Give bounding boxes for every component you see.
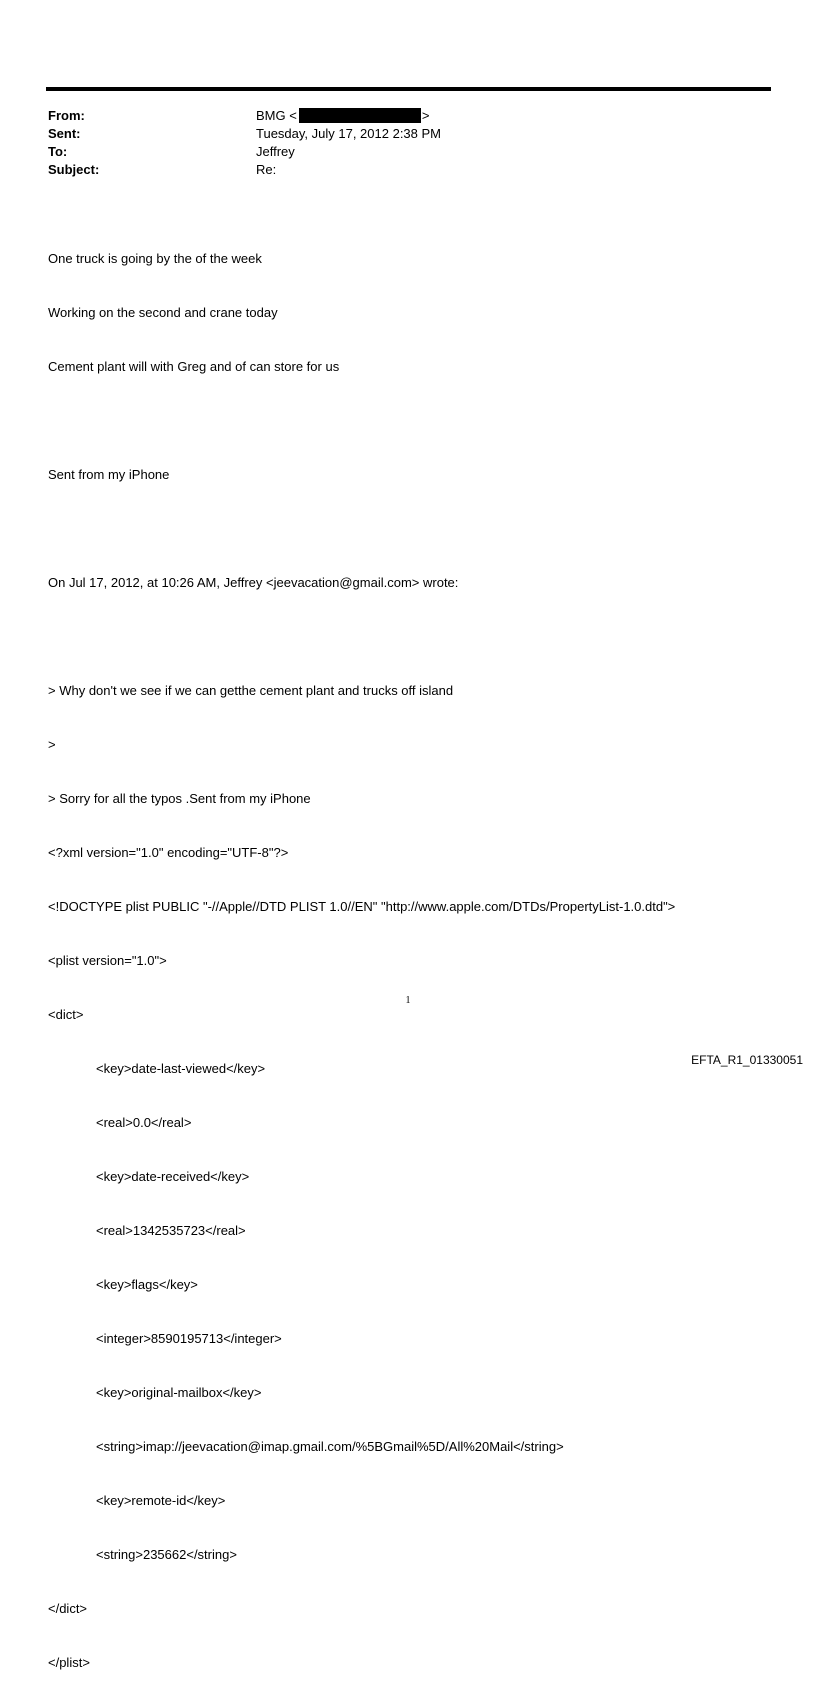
signature-line: Sent from my iPhone bbox=[48, 467, 170, 482]
plist-dict-line: <key>date-last-viewed</key> bbox=[96, 1061, 266, 1076]
quoted-line: > bbox=[48, 737, 56, 752]
plist-dict-line: <key>date-received</key> bbox=[96, 1169, 250, 1184]
spacer bbox=[48, 628, 675, 646]
email-body bbox=[48, 214, 675, 1690]
quoted-line: > Why don't we see if we can getthe cement plant and trucks off island bbox=[48, 683, 454, 698]
subject-value: Re: bbox=[256, 162, 277, 177]
plist-line: <?xml version="1.0" encoding="UTF-8"?> bbox=[48, 845, 289, 860]
quoted-line: > Sorry for all the typos .Sent from my iPhone bbox=[48, 791, 311, 806]
document-id: EFTA_R1_01330051 bbox=[691, 1053, 803, 1067]
plist-dict-line: <integer>8590195713</integer> bbox=[96, 1331, 282, 1346]
from-row bbox=[48, 107, 441, 125]
plist-end-line: </dict> bbox=[48, 1601, 88, 1616]
spacer bbox=[48, 520, 675, 538]
sent-value: Tuesday, July 17, 2012 2:38 PM bbox=[256, 126, 441, 141]
plist-dict-line: <key>flags</key> bbox=[96, 1277, 198, 1292]
plist-line: <plist version="1.0"> bbox=[48, 953, 167, 968]
from-label: From: bbox=[48, 108, 85, 123]
to-value: Jeffrey bbox=[256, 144, 295, 159]
plist-line: <dict> bbox=[48, 1007, 84, 1022]
from-value bbox=[256, 107, 429, 125]
plist-end-line: </plist> bbox=[48, 1655, 90, 1670]
sent-row bbox=[48, 125, 441, 143]
plist-dict-line: <real>0.0</real> bbox=[96, 1115, 192, 1130]
to-label: To: bbox=[48, 144, 68, 159]
subject-label: Subject: bbox=[48, 162, 100, 177]
plist-dict-line: <string>imap://jeevacation@imap.gmail.com/%5BGmail%5D/All%20Mail</string> bbox=[96, 1439, 564, 1454]
from-value-suffix: > bbox=[421, 108, 430, 123]
page-number: 1 bbox=[405, 995, 411, 1006]
spacer bbox=[48, 412, 675, 430]
redaction-box bbox=[299, 108, 421, 123]
reply-line: Working on the second and crane today bbox=[48, 305, 278, 320]
sent-label: Sent: bbox=[48, 126, 81, 141]
quote-intro: On Jul 17, 2012, at 10:26 AM, Jeffrey <jeevacation@gmail.com> wrote: bbox=[48, 575, 459, 590]
plist-dict-line: <real>1342535723</real> bbox=[96, 1223, 246, 1238]
header-divider bbox=[46, 87, 771, 91]
plist-dict-line: <key>original-mailbox</key> bbox=[96, 1385, 262, 1400]
plist-dict-line: <key>remote-id</key> bbox=[96, 1493, 226, 1508]
email-header bbox=[48, 107, 441, 179]
from-value-prefix: BMG < bbox=[256, 108, 297, 123]
plist-line: <!DOCTYPE plist PUBLIC "-//Apple//DTD PLIST 1.0//EN" "http://www.apple.com/DTDs/PropertyList-1.0.dtd"> bbox=[48, 899, 676, 914]
to-row bbox=[48, 143, 441, 161]
plist-dict-line: <string>235662</string> bbox=[96, 1547, 237, 1562]
subject-row bbox=[48, 161, 441, 179]
reply-line: Cement plant will with Greg and of can store for us bbox=[48, 359, 340, 374]
reply-line: One truck is going by the of the week bbox=[48, 251, 262, 266]
